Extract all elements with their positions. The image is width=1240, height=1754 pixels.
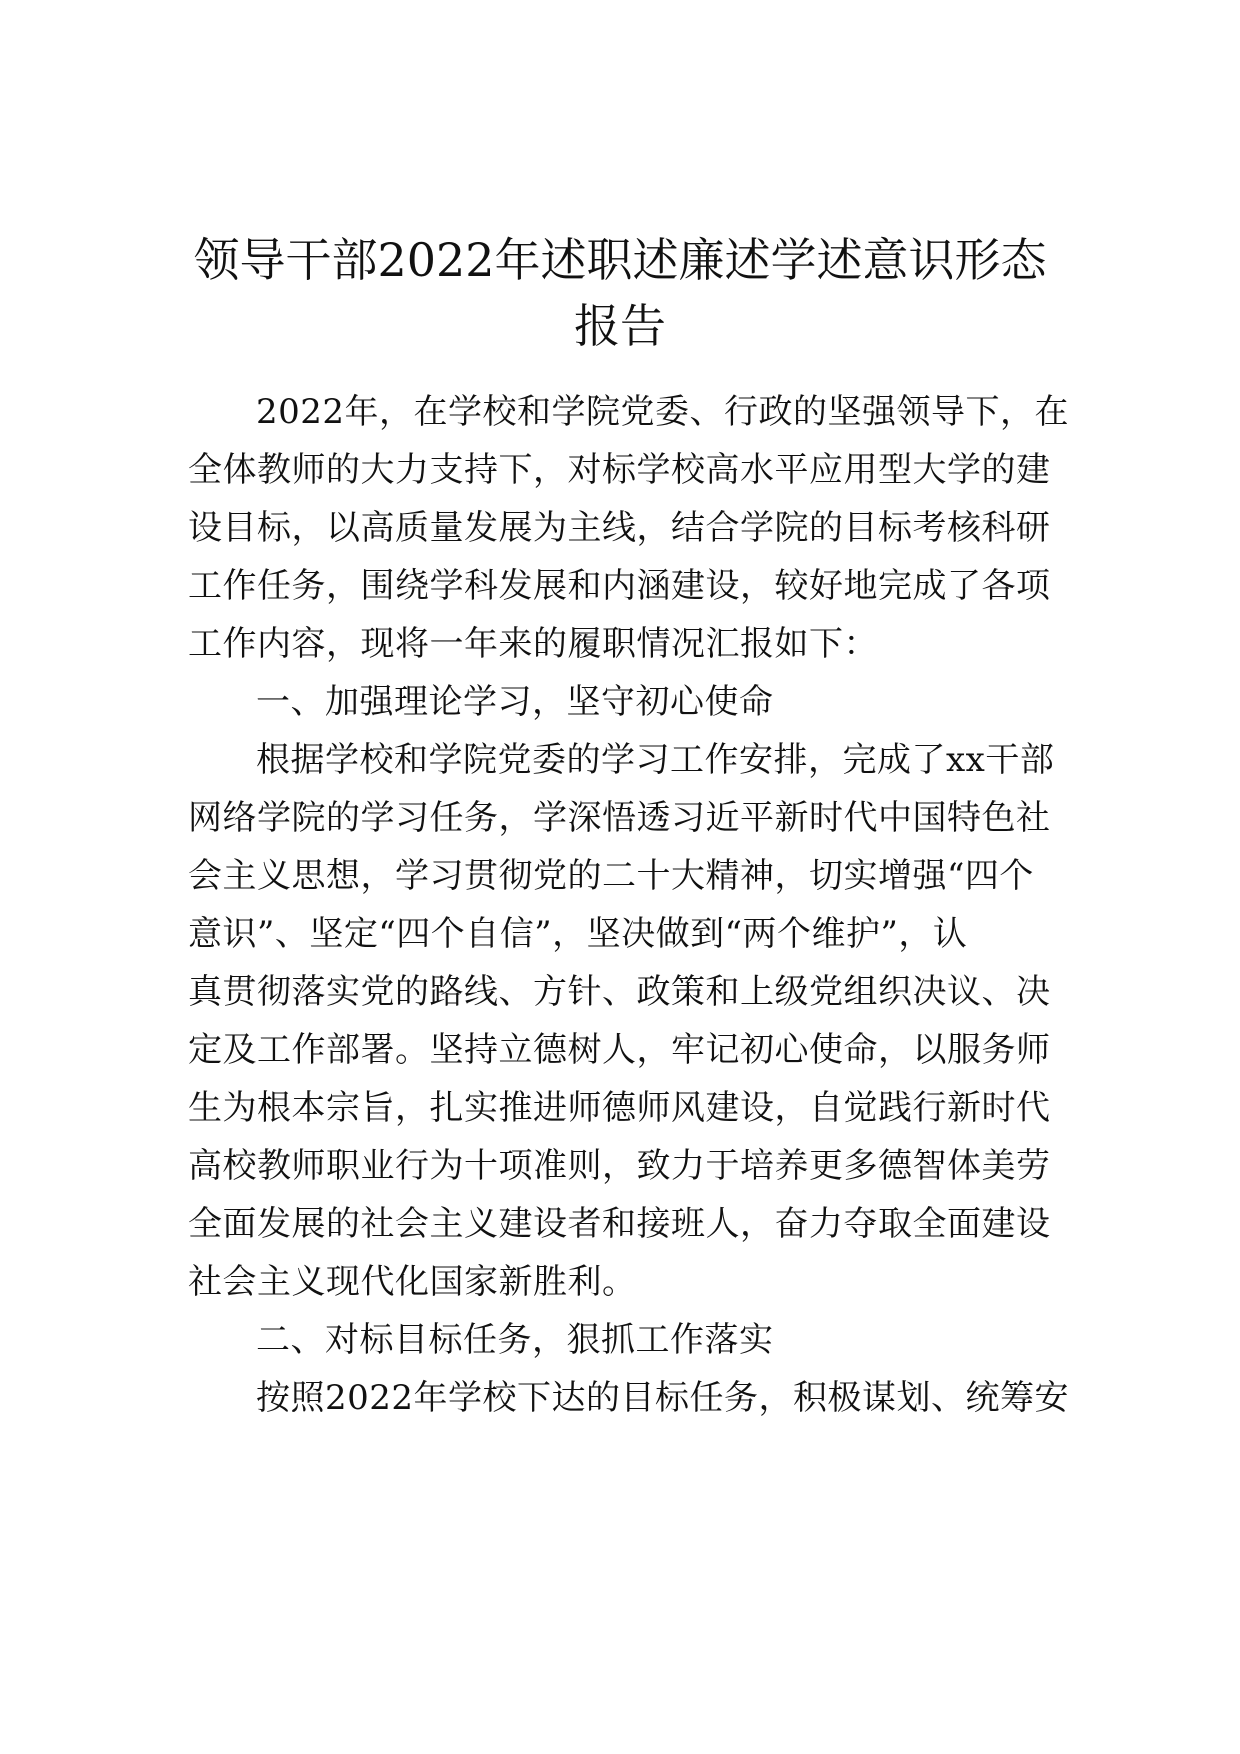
- paragraph-intro-line-1: 2022年，在学校和学院党委、行政的坚强领导下，在: [256, 392, 1070, 432]
- paragraph-section1-line-1: 根据学校和学院党委的学习工作安排，完成了xx干部: [256, 740, 1055, 780]
- paragraph-section1-line-7: 生为根本宗旨，扎实推进师德师风建设，自觉践行新时代: [188, 1088, 1051, 1128]
- paragraph-intro-line-3: 设目标，以高质量发展为主线，结合学院的目标考核科研: [188, 508, 1051, 548]
- paragraph-section1-line-8: 高校教师职业行为十项准则，致力于培养更多德智体美劳: [188, 1146, 1051, 1186]
- paragraph-section1-line-6: 定及工作部署。坚持立德树人，牢记初心使命，以服务师: [188, 1030, 1051, 1070]
- document-title-line-1: 领导干部2022年述职述廉述学述意识形态: [193, 233, 1047, 287]
- paragraph-section1-line-10: 社会主义现代化国家新胜利。: [188, 1262, 637, 1302]
- section-heading-2: 二、对标目标任务，狠抓工作落实: [256, 1320, 774, 1360]
- paragraph-intro-line-2: 全体教师的大力支持下，对标学校高水平应用型大学的建: [188, 450, 1051, 490]
- document-title-line-2: 报告: [574, 299, 666, 353]
- paragraph-section1-line-4: 意识”、坚定“四个自信”，坚决做到“两个维护”，认: [188, 914, 968, 954]
- paragraph-intro-line-5: 工作内容，现将一年来的履职情况汇报如下：: [188, 624, 878, 664]
- section-heading-1: 一、加强理论学习，坚守初心使命: [256, 682, 774, 722]
- paragraph-section1-line-5: 真贯彻落实党的路线、方针、政策和上级党组织决议、决: [188, 972, 1051, 1012]
- paragraph-section1-line-2: 网络学院的学习任务，学深悟透习近平新时代中国特色社: [188, 798, 1051, 838]
- paragraph-section2-line-1: 按照2022年学校下达的目标任务，积极谋划、统筹安: [256, 1378, 1070, 1418]
- paragraph-intro-line-4: 工作任务，围绕学科发展和内涵建设，较好地完成了各项: [188, 566, 1051, 606]
- paragraph-section1-line-3: 会主义思想，学习贯彻党的二十大精神，切实增强“四个: [188, 856, 1034, 896]
- paragraph-section1-line-9: 全面发展的社会主义建设者和接班人，奋力夺取全面建设: [188, 1204, 1051, 1244]
